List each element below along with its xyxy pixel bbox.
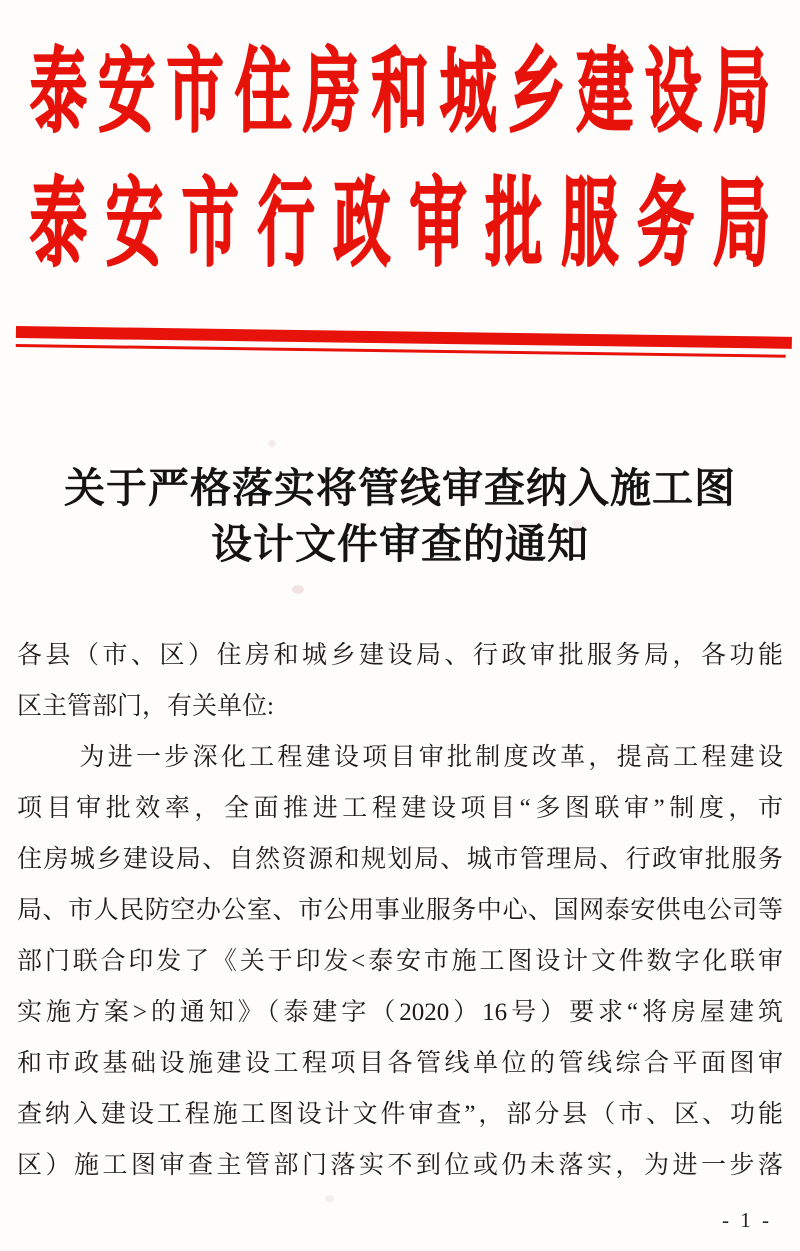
body-line: 项目审批效率，全面推进工程建设项目“多图联审”制度，市 — [17, 795, 783, 822]
body-line: 实施方案>的通知》（泰建字（2020）16号）要求“将房屋建筑 — [17, 999, 783, 1026]
scan-speckle — [325, 1195, 334, 1202]
body-line: 和市政基础设施建设工程项目各管线单位的管线综合平面图审 — [17, 1050, 783, 1077]
body-line: 局、市人民防空办公室、市公用事业服务中心、国网泰安供电公司等 — [17, 897, 783, 924]
letterhead-org-name-1: 泰安市住房和城乡建设局 — [30, 42, 770, 144]
document-title-line-2: 设计文件审查的通知 — [211, 521, 589, 567]
document-body — [17, 630, 783, 1191]
page-number: - 1 - — [722, 1208, 772, 1232]
salutation-line-2: 区主管部门，有关单位: — [17, 693, 274, 720]
letterhead-org-name-2: 泰安市行政审批服务局 — [30, 172, 770, 279]
document-title — [0, 460, 800, 572]
body-line: 区）施工图审查主管部门落实不到位或仍未落实，为进一步落 — [17, 1152, 783, 1179]
body-line: 查纳入建设工程施工图设计文件审查”，部分县（市、区、功能 — [17, 1101, 783, 1128]
body-line: 为进一步深化工程建设项目审批制度改革，提高工程建设 — [79, 744, 783, 771]
body-line: 部门联合印发了《关于印发<泰安市施工图设计文件数字化联审 — [17, 948, 783, 975]
scan-speckle — [268, 440, 276, 447]
salutation-line-1: 各县（市、区）住房和城乡建设局、行政审批服务局，各功能 — [17, 642, 783, 669]
red-divider — [16, 326, 792, 358]
document-title-line-1: 关于严格落实将管线审查纳入施工图 — [64, 465, 736, 511]
body-line: 住房城乡建设局、自然资源和规划局、城市管理局、行政审批服务 — [17, 846, 783, 873]
scan-speckle — [292, 585, 304, 594]
